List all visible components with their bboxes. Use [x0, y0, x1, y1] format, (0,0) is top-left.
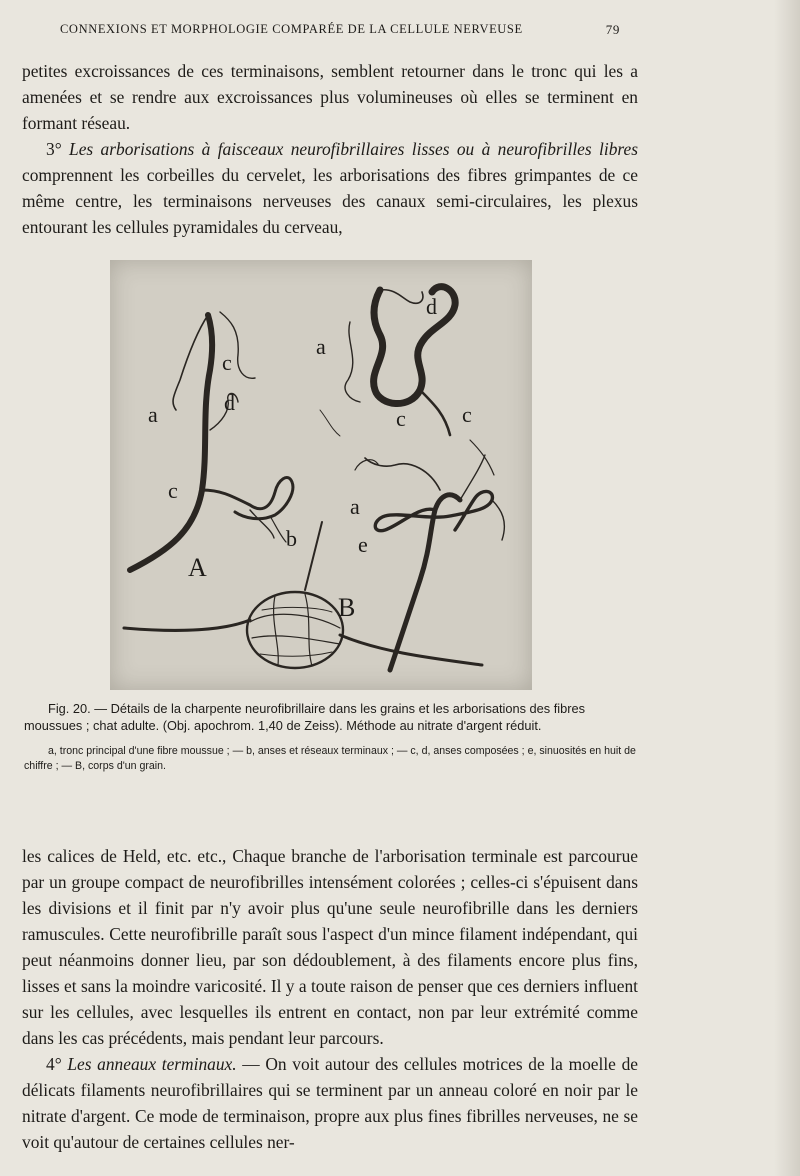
label-A: A	[188, 553, 207, 582]
upper-text-block	[22, 58, 638, 240]
paragraph-body: — On voit autour des cellules motrices de la moelle de délicats filaments neurofibrillaires qui se terminent par un anneau coloré en noir par le nitrate d'argent. Ce mode de terminaison, propre aux plus fines fibrilles nerveuses, ne se voit qu'autour de certaines cellules ner-	[22, 1054, 638, 1152]
fiber-c-loop	[374, 287, 456, 404]
label-c-third: c	[396, 406, 406, 431]
label-e: e	[358, 532, 368, 557]
label-c-second: c	[168, 478, 178, 503]
label-a-third: a	[350, 494, 360, 519]
neuron-drawing	[110, 260, 532, 690]
fiber-a-thin	[173, 315, 208, 410]
fiber-a-side	[202, 477, 293, 518]
fiber-a-trunk	[130, 315, 212, 570]
fiber-d-thin	[380, 290, 423, 304]
label-c-fourth: c	[462, 402, 472, 427]
grain-net-6	[260, 652, 332, 656]
twig-2	[470, 440, 494, 475]
fiber-e-branch3	[492, 500, 504, 540]
label-a-second: a	[316, 334, 326, 359]
fiber-a-thin2	[345, 322, 360, 402]
grain-axon-right	[340, 635, 482, 665]
fiber-a-twig	[250, 510, 274, 538]
italic-heading: Les arborisations à faisceaux neurofibrillaires lisses ou à neurofibrilles libres	[69, 139, 638, 159]
label-d: d	[224, 390, 235, 415]
lower-text-block	[22, 843, 638, 1155]
grain-net-5	[262, 607, 332, 612]
fiber-c-tail	[420, 390, 450, 435]
running-title: CONNEXIONS ET MORPHOLOGIE COMPARÉE DE LA CELLULE NERVEUSE	[60, 22, 523, 36]
italic-heading: Les anneaux terminaux.	[67, 1054, 237, 1074]
twig-1	[355, 460, 378, 470]
caption-main: Fig. 20. — Détails de la charpente neurofibrillaire dans les grains et les arborisations des fibres moussues ; chat adulte. (Obj. apochrom. 1,40 de Zeiss). Méthode au nitrate d'argent réduit.	[24, 701, 586, 733]
label-a: a	[148, 402, 158, 427]
figure-20-illustration	[110, 260, 532, 690]
paragraph-body: comprennent les corbeilles du cervelet, les arborisations des fibres grimpantes de ce même centre, les terminaisons nerveuses des canaux semi-circulaires, les plexus entourant les cellules pyramidales du cerveau,	[22, 165, 638, 237]
paragraph-3: les calices de Held, etc. etc., Chaque branche de l'arborisation terminale est parcourue par un groupe compact de neurofibrilles intensément colorées ; celles-ci s'épuisent dans les divisions et il finit par n'y avoir plus qu'une seule neurofibrille dans les derniers ramuscules. Cette neurofibrille paraît sous l'aspect d'un mince filament indépendant, qui peut néanmoins donner lieu, par son dédoublement, à des filaments encore plus fins, lisses et sans la moindre varicosité. Il y a toute raison de penser que ces derniers influent sur les cellules, avec lesquelles ils entrent en contact, non par leur extrémité comme dans les cas précédents, mais pendant leur parcours.	[22, 846, 638, 1048]
label-B: B	[338, 593, 356, 622]
label-d-second: d	[426, 294, 437, 319]
caption-legend: a, tronc principal d'une fibre moussue ; — b, anses et réseaux terminaux ; — c, d, anses composées ; e, sinuosités en huit de chiffre ; — B, corps d'un grain.	[24, 745, 636, 772]
twig-3	[320, 410, 340, 436]
paragraph-1: petites excroissances de ces terminaisons, semblent retourner dans le tronc qui les a amenées et se rendre aux excroissances plus volumineuses où elles se terminent en formant réseau.	[22, 61, 638, 133]
page-edge-shadow	[774, 0, 800, 1176]
figure-caption	[24, 700, 640, 774]
paragraph-number: 3°	[46, 139, 62, 159]
paragraph-4	[22, 1051, 638, 1155]
grain-axon-left	[124, 620, 250, 630]
label-c: c	[222, 350, 232, 375]
running-head	[60, 22, 620, 42]
grain-net-1	[250, 614, 340, 628]
grain-dendrite	[305, 522, 322, 590]
label-b: b	[286, 526, 297, 551]
page-number: 79	[605, 22, 620, 37]
grain-net-3	[274, 596, 279, 665]
fiber-a-twig2	[270, 516, 286, 542]
paragraph-2	[22, 136, 638, 240]
grain-net-2	[252, 636, 340, 644]
paragraph-number: 4°	[46, 1054, 62, 1074]
